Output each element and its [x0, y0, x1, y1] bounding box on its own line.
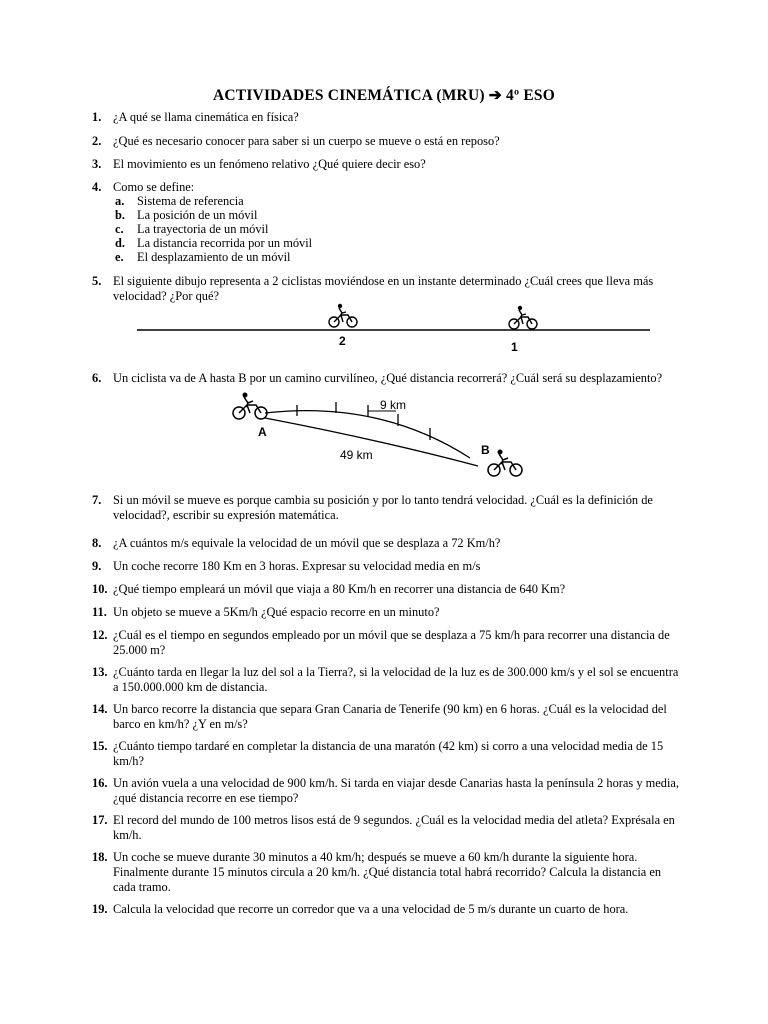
bicycle-icon	[488, 450, 522, 477]
question-text: Un coche recorre 180 Km en 3 horas. Expresar su velocidad media en m/s	[113, 559, 481, 573]
question-number: 19.	[92, 902, 108, 916]
item-text: El desplazamiento de un móvil	[137, 250, 291, 264]
point-a-label: A	[258, 425, 267, 439]
question-text: ¿Cuánto tarda en llegar la luz del sol a la Tierra?, si la velocidad de la luz es de 300.000 km/s y el sol se encuentra a 150.000.000 km de distancia.	[113, 665, 679, 694]
question-6	[92, 371, 682, 386]
item-letter: a.	[115, 194, 125, 208]
item-text: Sistema de referencia	[137, 194, 244, 208]
question-text: Un ciclista va de A hasta B por un camino curvilíneo, ¿Qué distancia recorrerá? ¿Cuál será su desplazamiento?	[113, 371, 663, 385]
question-7	[92, 493, 682, 523]
item-letter: b.	[115, 208, 125, 222]
question-text: ¿Cuál es el tiempo en segundos empleado por un móvil que se desplaza a 75 km/h para recorrer una distancia de 25.000 m?	[113, 628, 670, 657]
question-text: ¿Qué es necesario conocer para saber si un cuerpo se mueve o está en reposo?	[113, 134, 500, 148]
question-8	[92, 536, 682, 551]
bicycle-icon	[233, 393, 267, 420]
segment-label: 9 km	[380, 398, 407, 412]
question-text: ¿Cuánto tiempo tardaré en completar la distancia de una maratón (42 km) si corro a una velocidad media de 15 km/h?	[113, 739, 664, 768]
question-number: 1.	[92, 110, 102, 124]
item-letter: e.	[115, 250, 124, 264]
item-text: La trayectoria de un móvil	[137, 222, 269, 236]
question-text: ¿Qué tiempo empleará un móvil que viaja a 80 Km/h en recorrer una distancia de 640 Km?	[113, 582, 566, 596]
question-17	[92, 813, 682, 843]
chord-label: 49 km	[340, 448, 373, 462]
question-text: Como se define:	[113, 180, 195, 194]
item-letter: c.	[115, 222, 124, 236]
path-figure	[233, 393, 522, 477]
question-text: ¿A cuántos m/s equivale la velocidad de un móvil que se desplaza a 72 Km/h?	[113, 536, 501, 550]
question-number: 9.	[92, 559, 102, 573]
question-text: Calcula la velocidad que recorre un corredor que va a una velocidad de 5 m/s durante un cuarto de hora.	[113, 902, 629, 916]
question-number: 13.	[92, 665, 108, 679]
question-text: Un avión vuela a una velocidad de 900 km/h. Si tarda en viajar desde Canarias hasta la península 2 horas y media, ¿qué distancia recorre en ese tiempo?	[113, 776, 680, 805]
question-10	[92, 582, 682, 597]
question-text: Un barco recorre la distancia que separa Gran Canaria de Tenerife (90 km) en 6 horas. ¿Cuál es la velocidad del barco en km/h? ¿Y en m/s?	[113, 702, 667, 731]
question-number: 2.	[92, 134, 102, 148]
question-9	[92, 559, 682, 574]
question-number: 6.	[92, 371, 102, 385]
cyclist-2-label: 2	[339, 334, 346, 348]
question-15	[92, 739, 682, 769]
question-number: 8.	[92, 536, 102, 550]
bicycle-icon	[329, 304, 357, 327]
question-number: 10.	[92, 582, 108, 596]
question-text: Si un móvil se mueve es porque cambia su posición y por lo tanto tendrá velocidad. ¿Cuál es la definición de velocidad?, escribir su expresión matemática.	[113, 493, 653, 522]
question-13	[92, 665, 682, 695]
question-text: El movimiento es un fenómeno relativo ¿Qué quiere decir eso?	[113, 157, 426, 171]
question-number: 14.	[92, 702, 108, 716]
question-number: 17.	[92, 813, 108, 827]
question-text: ¿A qué se llama cinemática en física?	[113, 110, 299, 124]
point-b-label: B	[481, 443, 490, 457]
question-number: 15.	[92, 739, 108, 753]
question-number: 4.	[92, 180, 102, 194]
question-number: 5.	[92, 274, 102, 288]
question-number: 11.	[92, 605, 107, 619]
page-title: ACTIVIDADES CINEMÁTICA (MRU) ➔ 4º ESO	[213, 87, 555, 104]
question-18	[92, 850, 682, 895]
question-number: 18.	[92, 850, 108, 864]
question-number: 3.	[92, 157, 102, 171]
item-text: La posición de un móvil	[137, 208, 258, 222]
question-text: El siguiente dibujo representa a 2 ciclistas moviéndose en un instante determinado ¿Cuál crees que lleva más velocidad? ¿Por qué?	[113, 274, 654, 303]
question-text: El record del mundo de 100 metros lisos está de 9 segundos. ¿Cuál es la velocidad media del atleta? Exprésala en km/h.	[113, 813, 675, 842]
question-12	[92, 628, 682, 658]
bicycle-icon	[509, 306, 537, 329]
question-number: 12.	[92, 628, 108, 642]
question-19	[92, 902, 682, 917]
question-11	[92, 605, 682, 620]
cyclist-1-label: 1	[511, 340, 518, 354]
question-text: Un coche se mueve durante 30 minutos a 40 km/h; después se mueve a 60 km/h durante la siguiente hora. Finalmente durante 15 minutos circula a 20 km/h. ¿Qué distancia total habrá recorrido? Calcula la distancia en cada tramo.	[113, 850, 662, 894]
question-16	[92, 776, 682, 806]
question-number: 16.	[92, 776, 108, 790]
item-text: La distancia recorrida por un móvil	[137, 236, 313, 250]
question-14	[92, 702, 682, 732]
question-number: 7.	[92, 493, 102, 507]
question-text: Un objeto se mueve a 5Km/h ¿Qué espacio recorre en un minuto?	[113, 605, 440, 619]
item-letter: d.	[115, 236, 125, 250]
